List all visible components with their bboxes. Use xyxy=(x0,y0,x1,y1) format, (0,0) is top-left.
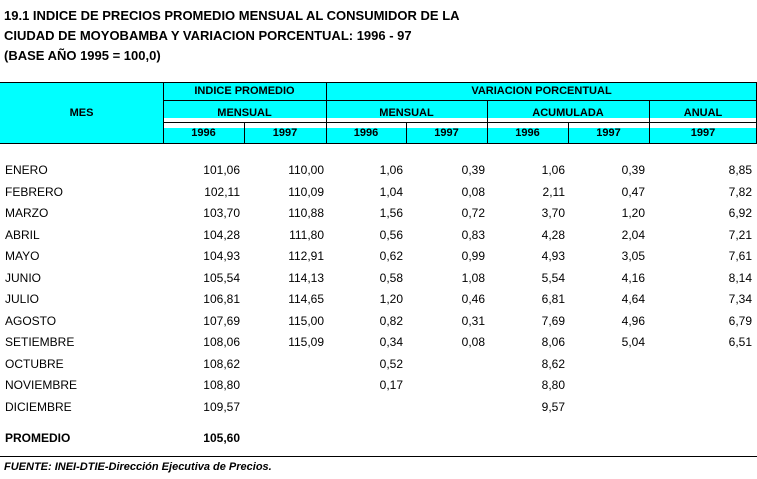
cell-an97: 7,61 xyxy=(728,249,752,263)
cell-a96: 5,54 xyxy=(541,270,565,285)
cell-a96: 8,80 xyxy=(541,378,565,392)
cell-a97: 4,96 xyxy=(621,313,645,328)
title-line-3: (BASE AÑO 1995 = 100,0) xyxy=(4,48,161,63)
table-row xyxy=(0,332,757,353)
cell-m97: 0,39 xyxy=(461,163,485,177)
cell-m96: 1,20 xyxy=(379,292,403,306)
month-label: JUNIO xyxy=(5,270,41,285)
cell-a96: 1,06 xyxy=(541,163,565,177)
cell-i97: 110,09 xyxy=(288,184,324,199)
cell-an97: 7,34 xyxy=(728,292,752,306)
footer-divider xyxy=(0,456,757,457)
cell-a97: 3,05 xyxy=(621,249,645,263)
table-row xyxy=(0,289,757,310)
month-label: MARZO xyxy=(5,206,49,220)
cell-a97: 0,47 xyxy=(621,184,645,199)
cell-a96: 6,81 xyxy=(541,292,565,306)
cell-m96: 0,58 xyxy=(379,270,403,285)
month-label: ENERO xyxy=(5,163,48,177)
header-year: 1997 xyxy=(272,127,298,139)
cell-a97: 4,16 xyxy=(621,270,645,285)
cell-i97: 110,00 xyxy=(288,163,324,177)
month-label: FEBRERO xyxy=(5,184,64,199)
cell-i96: 108,62 xyxy=(203,356,240,371)
cell-m97: 1,08 xyxy=(461,270,485,285)
month-label: NOVIEMBRE xyxy=(5,378,78,392)
header-year: 1997 xyxy=(434,127,459,139)
cell-a96: 8,62 xyxy=(541,356,565,371)
cell-i96: 104,93 xyxy=(203,249,240,263)
cell-i96: 105,54 xyxy=(203,270,240,285)
cell-i97: 112,91 xyxy=(288,249,324,263)
cell-m96: 0,62 xyxy=(379,249,403,263)
cell-a97: 4,64 xyxy=(621,292,645,306)
cell-i97: 114,13 xyxy=(288,270,324,285)
cell-an97: 8,14 xyxy=(728,270,752,285)
table-row xyxy=(0,397,757,418)
cell-an97: 6,79 xyxy=(728,313,752,328)
cell-a97: 5,04 xyxy=(621,335,645,349)
cell-i97: 110,88 xyxy=(288,206,324,220)
cell-m97: 0,83 xyxy=(461,227,485,242)
cell-m96: 1,56 xyxy=(379,206,403,220)
cell-a96: 2,11 xyxy=(542,184,565,199)
header-indice-line2: MENSUAL xyxy=(217,107,272,119)
cell-an97: 7,82 xyxy=(728,184,752,199)
cell-a96: 8,06 xyxy=(541,335,565,349)
cell-a97: 0,39 xyxy=(621,163,645,177)
month-label: SETIEMBRE xyxy=(5,335,75,349)
cell-m96: 1,06 xyxy=(379,163,403,177)
header-year: 1997 xyxy=(690,127,716,139)
cell-m96: 0,56 xyxy=(379,227,403,242)
table-row xyxy=(0,354,757,375)
cell-i96: 101,06 xyxy=(203,163,240,177)
cell-i96: 109,57 xyxy=(203,399,240,414)
cell-m96: 0,82 xyxy=(379,313,403,328)
cell-m96: 0,34 xyxy=(379,335,403,349)
table-row xyxy=(0,246,757,267)
month-label: MAYO xyxy=(5,249,40,263)
table-row xyxy=(0,182,757,203)
cell-m96: 1,04 xyxy=(379,184,403,199)
table-row xyxy=(0,311,757,332)
header-year: 1996 xyxy=(353,127,379,139)
cell-a96: 7,69 xyxy=(541,313,565,328)
header-variacion: VARIACION PORCENTUAL xyxy=(471,85,612,97)
cell-a96: 3,70 xyxy=(541,206,565,220)
table-row xyxy=(0,375,757,396)
table-title xyxy=(4,6,460,66)
cell-i97: 115,09 xyxy=(288,335,324,349)
cell-i96: 102,11 xyxy=(204,184,240,199)
cell-i97: 114,65 xyxy=(288,292,324,306)
header-mes: MES xyxy=(69,107,94,119)
cell-i96: 107,69 xyxy=(203,313,240,328)
cell-m96: 0,17 xyxy=(379,378,403,392)
cell-an97: 7,21 xyxy=(728,227,752,242)
cell-m97: 0,08 xyxy=(461,335,485,349)
cell-m97: 0,72 xyxy=(461,206,485,220)
month-label: DICIEMBRE xyxy=(5,399,72,414)
table-row xyxy=(0,203,757,224)
cell-i96: 108,06 xyxy=(203,335,240,349)
promedio-row xyxy=(0,428,757,448)
header-acumulada: ACUMULADA xyxy=(532,107,604,119)
month-label: ABRIL xyxy=(5,227,40,242)
cell-an97: 6,51 xyxy=(728,335,752,349)
month-label: JULIO xyxy=(5,292,40,306)
header-year: 1996 xyxy=(191,127,216,139)
cell-i96: 108,80 xyxy=(203,378,240,392)
cell-m97: 0,31 xyxy=(461,313,485,328)
header-year: 1996 xyxy=(515,127,540,139)
title-line-1: 19.1 INDICE DE PRECIOS PROMEDIO MENSUAL AL CONSUMIDOR DE LA xyxy=(4,8,460,23)
cell-i96: 103,70 xyxy=(203,206,240,220)
title-line-2: CIUDAD DE MOYOBAMBA Y VARIACION PORCENTUAL: 1996 - 97 xyxy=(4,28,412,43)
promedio-label: PROMEDIO xyxy=(5,431,71,445)
header-mensual: MENSUAL xyxy=(379,107,434,119)
table-row xyxy=(0,225,757,246)
header-anual: ANUAL xyxy=(683,107,723,119)
cell-a97: 2,04 xyxy=(621,227,645,242)
cell-i97: 111,80 xyxy=(289,227,324,242)
cell-an97: 8,85 xyxy=(728,163,752,177)
header-indice-line1: INDICE PROMEDIO xyxy=(194,85,295,97)
cell-i96: 106,81 xyxy=(203,292,240,306)
cell-i96: 104,28 xyxy=(203,227,240,242)
cell-m96: 0,52 xyxy=(379,356,403,371)
promedio-value: 105,60 xyxy=(203,431,240,445)
table-row xyxy=(0,268,757,289)
cell-a96: 9,57 xyxy=(541,399,565,414)
cell-a96: 4,28 xyxy=(541,227,565,242)
cell-m97: 0,99 xyxy=(461,249,485,263)
month-label: OCTUBRE xyxy=(5,356,64,371)
table-row xyxy=(0,160,757,181)
header-year: 1997 xyxy=(596,127,621,139)
month-label: AGOSTO xyxy=(5,313,57,328)
cell-an97: 6,92 xyxy=(728,206,752,220)
cell-a97: 1,20 xyxy=(621,206,645,220)
cell-m97: 0,46 xyxy=(461,292,485,306)
cell-i97: 115,00 xyxy=(288,313,324,328)
source-note: FUENTE: INEI-DTIE-Dirección Ejecutiva de Precios. xyxy=(4,461,272,473)
cell-m97: 0,08 xyxy=(461,184,485,199)
cell-a96: 4,93 xyxy=(541,249,565,263)
table-header xyxy=(0,82,757,144)
